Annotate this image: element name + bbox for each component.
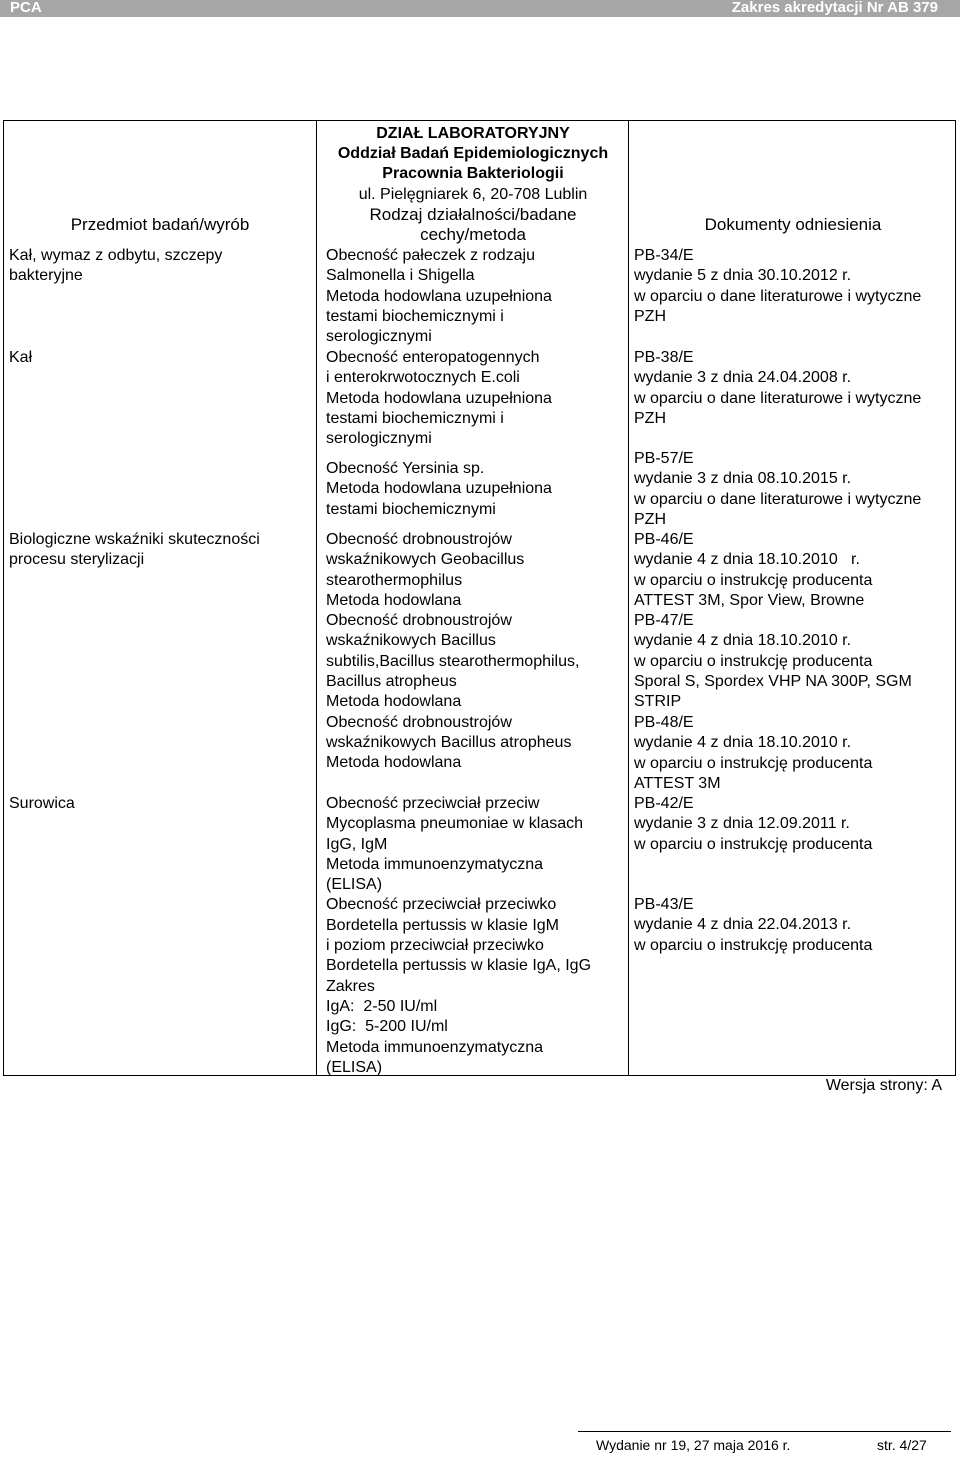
method-line: (ELISA) (326, 876, 383, 894)
doc-block-3 (634, 449, 921, 530)
subject-3-line-1: Biologiczne wskaźniki skuteczności (9, 531, 260, 548)
footer-page-number: str. 4/27 (877, 1437, 927, 1453)
method-line: Bordetella pertussis w klasie IgM (326, 916, 559, 934)
doc-line: PZH (634, 307, 666, 325)
method-block-1 (326, 246, 552, 347)
method-line: (ELISA) (326, 1058, 383, 1076)
doc-line: wydanie 3 z dnia 12.09.2011 r. (634, 815, 850, 833)
doc-line: STRIP (634, 693, 682, 711)
doc-line: wydanie 4 z dnia 18.10.2010 r. (634, 551, 860, 569)
doc-block-1 (634, 246, 921, 327)
doc-line: wydanie 4 z dnia 18.10.2010 r. (634, 734, 852, 752)
header-title: Zakres akredytacji Nr AB 379 (731, 0, 938, 16)
method-line: Metoda hodowlana (326, 591, 462, 609)
method-line: stearothermophilus (326, 571, 463, 589)
page-version: Wersja strony: A (825, 1077, 942, 1094)
method-line: Obecność enteropatogennych (326, 349, 540, 366)
doc-line: w oparciu o instrukcję producenta (634, 652, 873, 670)
method-line: IgG: 5-200 IU/ml (326, 1018, 448, 1036)
doc-line: w oparciu o dane literaturowe i wytyczne (634, 490, 922, 508)
method-line: Obecność pałeczek z rodzaju (326, 247, 535, 264)
method-line: Salmonella i Shigella (326, 267, 475, 285)
col-header-subject: Przedmiot badań/wyrób (70, 215, 250, 234)
method-line: Zakres (326, 977, 375, 995)
doc-line: PB-48/E (634, 714, 694, 731)
col-header-activity-1: Rodzaj działalności/badane (369, 205, 577, 224)
subject-4-line-1: Surowica (9, 795, 75, 812)
method-line: Bordetella pertussis w klasie IgA, IgG (326, 957, 592, 975)
doc-line: PB-34/E (634, 247, 694, 264)
col-header-activity-2: cechy/metoda (420, 225, 526, 244)
method-line: Obecność drobnoustrojów (326, 531, 512, 548)
column-divider-2 (628, 120, 629, 1076)
doc-block-8 (634, 895, 872, 956)
method-line: Obecność przeciwciał przeciw (326, 795, 540, 812)
subject-1-line-2: bakteryjne (9, 267, 83, 284)
doc-block-2 (634, 348, 921, 429)
doc-line: w oparciu o instrukcję producenta (634, 936, 873, 954)
doc-line: PB-46/E (634, 531, 694, 548)
doc-block-7 (634, 794, 872, 855)
method-line: Metoda hodowlana (326, 693, 462, 711)
footer-edition: Wydanie nr 19, 27 maja 2016 r. (596, 1437, 791, 1453)
dept-line-3: Pracownia Bakteriologii (382, 165, 564, 182)
method-line: Bacillus atropheus (326, 673, 457, 691)
method-line: serologicznymi (326, 328, 432, 346)
subject-2-line-1: Kał (9, 349, 33, 366)
dept-line-2: Oddział Badań Epidemiologicznych (337, 145, 609, 162)
doc-line: wydanie 4 z dnia 22.04.2013 r. (634, 916, 852, 934)
method-line: i enterokrwotocznych E.coli (326, 369, 520, 387)
doc-block-4 (634, 530, 872, 611)
column-divider-1 (316, 120, 317, 1076)
method-line: Metoda hodowlana (326, 754, 462, 772)
method-line: Metoda hodowlana uzupełniona (326, 287, 552, 305)
method-line: Mycoplasma pneumoniae w klasach (326, 815, 584, 833)
method-line: wskaźnikowych Bacillus (326, 632, 496, 650)
doc-line: wydanie 3 z dnia 08.10.2015 r. (634, 470, 852, 488)
method-line: Obecność drobnoustrojów (326, 612, 512, 630)
doc-line: PB-47/E (634, 612, 694, 629)
method-line: IgG, IgM (326, 835, 388, 853)
doc-block-5 (634, 611, 912, 712)
doc-line: w oparciu o dane literaturowe i wytyczne (634, 389, 922, 407)
doc-line: PZH (634, 409, 666, 427)
subject-1-line-1: Kał, wymaz z odbytu, szczepy (9, 247, 223, 264)
method-line: wskaźnikowych Geobacillus (326, 551, 525, 569)
doc-block-6 (634, 713, 872, 794)
method-line: Metoda hodowlana uzupełniona (326, 389, 552, 407)
doc-line: w oparciu o instrukcję producenta (634, 754, 873, 772)
doc-line: PB-38/E (634, 349, 694, 366)
method-line: Metoda immunoenzymatyczna (326, 855, 543, 873)
doc-line: w oparciu o instrukcję producenta (634, 571, 873, 589)
method-block-3 (326, 459, 552, 520)
method-line: serologicznymi (326, 430, 432, 448)
doc-line: wydanie 5 z dnia 30.10.2012 r. (634, 267, 852, 285)
dept-line-1: DZIAŁ LABORATORYJNY (376, 125, 570, 142)
doc-line: Sporal S, Spordex VHP NA 300P, SGM (634, 672, 912, 690)
method-line: wskaźnikowych Bacillus atropheus (326, 733, 572, 751)
method-line: Metoda hodowlana uzupełniona (326, 480, 552, 498)
method-line: testami biochemicznymi i (326, 409, 504, 427)
header-bar (0, 0, 960, 17)
doc-line: wydanie 3 z dnia 24.04.2008 r. (634, 369, 852, 387)
method-block-5 (326, 794, 591, 1078)
method-line: Obecność drobnoustrojów (326, 713, 512, 731)
method-line: testami biochemicznymi i (326, 307, 504, 325)
doc-line: w oparciu o instrukcję producenta (634, 835, 873, 853)
method-line: Obecność przeciwciał przeciwko (326, 896, 557, 914)
method-line: testami biochemicznymi (326, 500, 496, 518)
footer-rule (578, 1431, 951, 1432)
doc-line: wydanie 4 z dnia 18.10.2010 r. (634, 632, 852, 650)
method-line: i poziom przeciwciał przeciwko (326, 937, 544, 955)
dept-address: ul. Pielęgniarek 6, 20-708 Lublin (358, 186, 588, 203)
col-header-docs: Dokumenty odniesienia (704, 215, 882, 234)
header-org: PCA (10, 0, 42, 16)
method-line: Obecność Yersinia sp. (326, 460, 485, 477)
doc-line: w oparciu o dane literaturowe i wytyczne (634, 287, 922, 305)
method-line: Metoda immunoenzymatyczna (326, 1038, 543, 1056)
method-line: subtilis,Bacillus stearothermophilus, (326, 652, 580, 670)
doc-line: PB-43/E (634, 896, 694, 913)
doc-line: PB-57/E (634, 450, 694, 467)
method-block-2 (326, 348, 552, 449)
doc-line: PZH (634, 510, 666, 528)
doc-line: ATTEST 3M (634, 774, 721, 792)
method-block-4 (326, 530, 579, 774)
method-line: IgA: 2-50 IU/ml (326, 997, 438, 1015)
doc-line: PB-42/E (634, 795, 694, 812)
subject-3-line-2: procesu sterylizacji (9, 551, 145, 568)
doc-line: ATTEST 3M, Spor View, Browne (634, 591, 865, 609)
